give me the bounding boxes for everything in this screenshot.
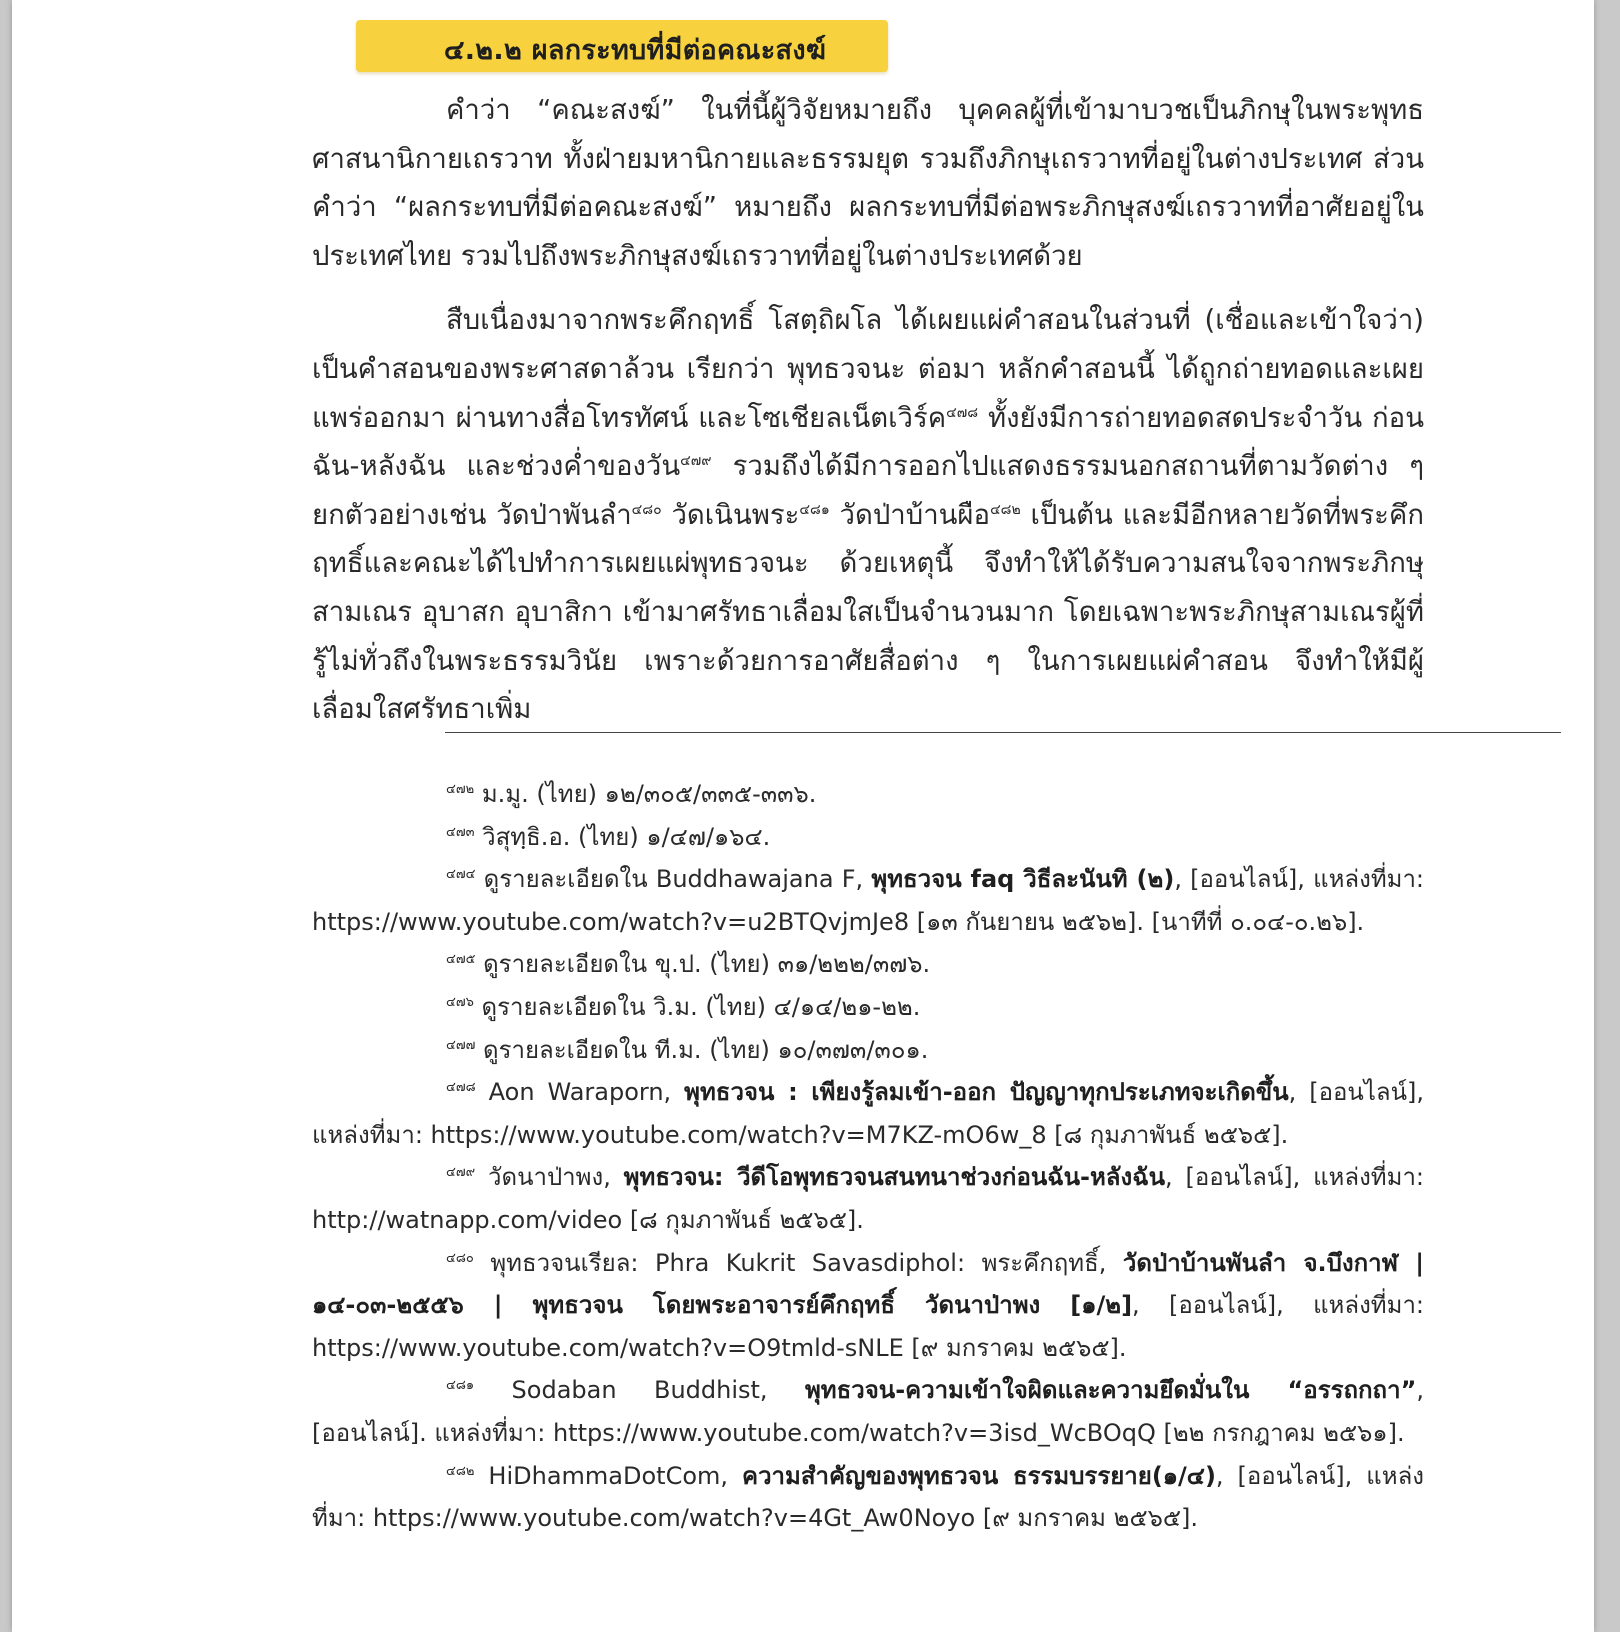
- footnote-number: ๔๗๔: [446, 867, 476, 883]
- footnote: [312, 858, 1424, 943]
- footnote-number: ๔๗๘: [446, 1080, 476, 1096]
- footnote-number: ๔๗๒: [446, 782, 475, 797]
- paragraph-2-text: เป็นต้น และมีอีกหลายวัดที่พระคึกฤทธิ์และคณะได้ไปทำการเผยแผ่พุทธวจนะ ด้วยเหตุนี้ จึงทำให้ได้รับความสนใจจากพระภิกษุ สามเณร อุบาสก อุบาสิกา เข้ามาศรัทธาเลื่อมใสเป็นจำนวนมาก โดยเฉพาะพระภิกษุสามเณรผู้ที่รู้ไม่ทั่วถึงในพระธรรมวินัย เพราะด้วยการอาศัยสื่อต่าง ๆ ในการเผยแผ่คำสอน จึงทำให้มีผู้เลื่อมใสศรัทธาเพิ่ม: [312, 498, 1424, 726]
- footnote: [312, 986, 1424, 1029]
- footnote-text: วัดนาป่าพง,: [488, 1163, 624, 1192]
- footnote: [312, 1455, 1424, 1540]
- paragraph-1: คำว่า “คณะสงฆ์” ในที่นี้ผู้วิจัยหมายถึง บุคคลผู้ที่เข้ามาบวชเป็นภิกษุในพระพุทธศาสนานิกายเถรวาท ทั้งฝ่ายมหานิกายและธรรมยุต รวมถึงภิกษุเถรวาทที่อยู่ในต่างประเทศ ส่วนคำว่า “ผลกระทบที่มีต่อคณะสงฆ์” หมายถึง ผลกระทบที่มีต่อพระภิกษุสงฆ์เถรวาทที่อาศัยอยู่ในประเทศไทย รวมไปถึงพระภิกษุสงฆ์เถรวาทที่อยู่ในต่างประเทศด้วย: [312, 94, 1424, 272]
- footnote-number: ๔๗๖: [446, 994, 474, 1010]
- footnote-ref[interactable]: ๔๘๑: [799, 501, 830, 518]
- footnote-text: HiDhammaDotCom,: [488, 1461, 743, 1490]
- footnote-text: ดูรายละเอียดใน ที.ม. (ไทย) ๑๐/๓๗๓/๓๐๑.: [483, 1035, 929, 1064]
- footnote-text: ดูรายละเอียดใน วิ.ม. (ไทย) ๔/๑๔/๒๑-๒๒.: [481, 992, 921, 1021]
- footnote-link-text[interactable]: , [ออนไลน์], แหล่งที่มา: https://www.youtube.com/watch?v=O9tmld-sNLE [๙ มกราคม ๒๕๖๕].: [312, 1291, 1424, 1362]
- paragraph-2-text: สืบเนื่องมาจากพระคึกฤทธิ์ โสตฺถิผโล ได้เผยแผ่คำสอนในส่วนที่ (เชื่อและเข้าใจว่า) เป็นคำสอนของพระศาสดาล้วน เรียกว่า พุทธวจนะ ต่อมา หลักคำสอนนี้ ได้ถูกถ่ายทอดและเผยแพร่ออกมา ผ่านทางสื่อโทรทัศน์ และโซเชียลเน็ตเวิร์ค: [312, 304, 1424, 434]
- footnote-title: พุทธวจน faq วิธีละนันทิ (๒): [871, 865, 1175, 894]
- footnote-ref[interactable]: ๔๘๒: [990, 501, 1021, 518]
- footnote-link-text[interactable]: , [ออนไลน์], แหล่งที่มา: https://www.youtube.com/watch?v=4Gt_Aw0Noyo [๙ มกราคม ๒๕๖๕].: [312, 1461, 1424, 1533]
- footnote-text: วิสุทฺธิ.อ. (ไทย) ๑/๔๗/๑๖๔.: [482, 822, 771, 851]
- footnote-text: Aon Waraporn,: [488, 1078, 685, 1107]
- footnote-number: ๔๗๓: [446, 824, 475, 840]
- paragraph-2-text: วัดเนินพระ: [661, 498, 800, 531]
- footnote-number: ๔๗๗: [446, 1037, 476, 1053]
- footnote: [312, 816, 1424, 859]
- footnote-link-text[interactable]: , [ออนไลน์], แหล่งที่มา: http://watnapp.com/video [๘ กุมภาพันธ์ ๒๕๖๕].: [312, 1163, 1425, 1234]
- footnote-text: Sodaban Buddhist,: [511, 1376, 805, 1405]
- document-page: [12, 0, 1594, 1632]
- footnote-title: พุทธวจน : เพียงรู้ลมเข้า-ออก ปัญญาทุกประเภทจะเกิดขึ้น: [684, 1078, 1289, 1107]
- footnote-text: ดูรายละเอียดใน ขุ.ป. (ไทย) ๓๑/๒๒๒/๓๗๖.: [483, 950, 931, 979]
- footnote-divider: [445, 732, 1561, 733]
- footnote-number: ๔๘๒: [446, 1463, 475, 1479]
- footnote: [312, 1029, 1424, 1072]
- footnote-ref[interactable]: ๔๗๘: [946, 404, 979, 421]
- footnote-number: ๔๘๑: [446, 1378, 475, 1394]
- footnote-text: ม.มู. (ไทย) ๑๒/๓๐๕/๓๓๕-๓๓๖.: [481, 780, 817, 808]
- paragraph-2-text: ทั้งยังมีการถ่ายทอดสดประจำวัน ก่อนฉัน-หลังฉัน และช่วงค่ำของวัน: [312, 401, 1424, 483]
- paragraph-2-text: รวมถึงได้มีการออกไปแสดงธรรมนอกสถานที่ตามวัดต่าง ๆ ยกตัวอย่างเช่น วัดป่าพันลำ: [312, 450, 1425, 531]
- footnote-number: ๔๗๙: [446, 1165, 476, 1181]
- footnote-text: พุทธวจนเรียล: Phra Kukrit Savasdiphol: พระคึกฤทธิ์,: [490, 1248, 1123, 1277]
- section-heading: ๔.๒.๒ ผลกระทบที่มีต่อคณะสงฆ์: [444, 35, 827, 66]
- footnote-link-text[interactable]: , [ออนไลน์]. แหล่งที่มา: https://www.youtube.com/watch?v=3isd_WcBOqQ [๒๒ กรกฎาคม ๒๕๖๑].: [312, 1376, 1424, 1447]
- footnote: [312, 1071, 1424, 1156]
- paragraph-2-text: วัดป่าบ้านผือ: [829, 498, 991, 531]
- footnote-ref[interactable]: ๔๘๐: [631, 501, 662, 518]
- footnote-ref[interactable]: ๔๗๙: [680, 453, 712, 469]
- footnote-number: ๔๗๕: [446, 952, 476, 968]
- footnote-title: พุทธวจน-ความเข้าใจผิดและความยึดมั่นใน “อรรถกถา”: [804, 1376, 1417, 1405]
- footnote-text: ดูรายละเอียดใน Buddhawajana F,: [483, 865, 872, 894]
- footnote-link-text[interactable]: , [ออนไลน์], แหล่งที่มา: https://www.youtube.com/watch?v=M7KZ-mO6w_8 [๘ กุมภาพันธ์ ๒๕๖๕].: [312, 1078, 1424, 1149]
- footnote: [312, 1242, 1424, 1370]
- footnote-title: ความสำคัญของพุทธวจน ธรรมบรรยาย(๑/๔): [742, 1461, 1216, 1490]
- footnote-number: ๔๘๐: [446, 1250, 474, 1266]
- footnote: [312, 1156, 1424, 1241]
- footnotes: [312, 773, 1424, 1540]
- body-text: [312, 86, 1424, 734]
- footnote: [312, 773, 1424, 816]
- footnote-title: พุทธวจน: วีดีโอพุทธวจนสนทนาช่วงก่อนฉัน-หลังฉัน: [623, 1163, 1165, 1192]
- footnote: [312, 1369, 1424, 1454]
- paragraph-2: [312, 296, 1424, 733]
- footnote-link-text[interactable]: , [ออนไลน์], แหล่งที่มา: https://www.youtube.com/watch?v=u2BTQvjmJe8 [๑๓ กันยายน ๒๕๖๒]. [นาทีที่ ๐.๐๔-๐.๒๖].: [312, 865, 1425, 936]
- footnote-title: วัดป่าบ้านพันลำ จ.บึงกาฬ | ๑๔-๐๓-๒๕๕๖ | พุทธวจน โดยพระอาจารย์คึกฤทธิ์ วัดนาป่าพง [๑/๒]: [312, 1248, 1424, 1320]
- footnote: [312, 943, 1424, 986]
